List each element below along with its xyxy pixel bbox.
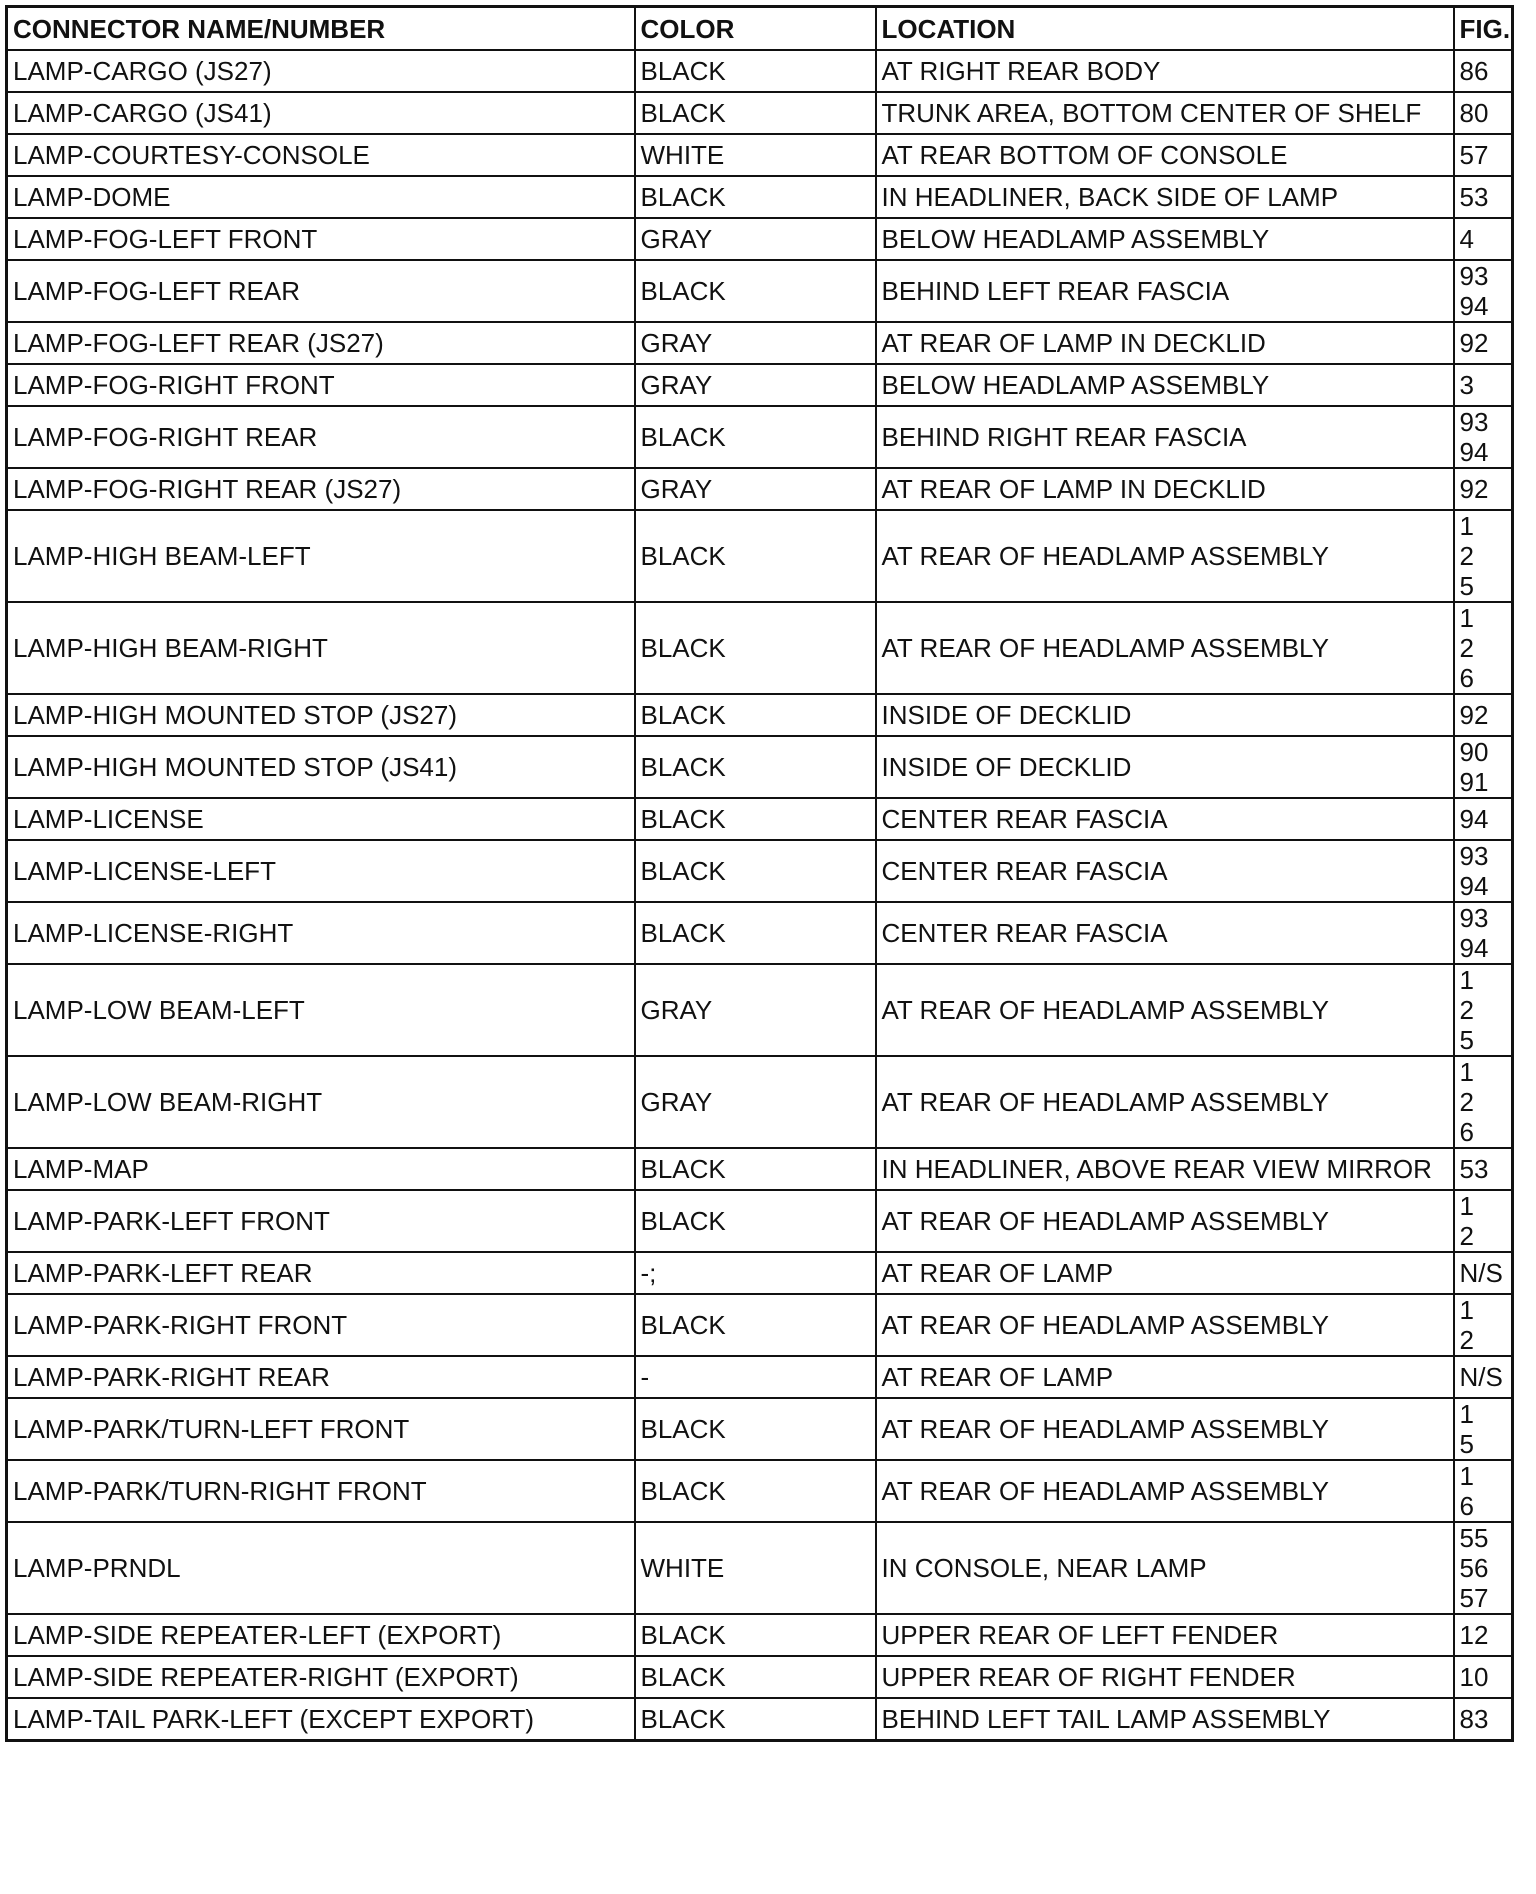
- connector-name-cell: LAMP-HIGH MOUNTED STOP (JS41): [7, 736, 635, 798]
- color-cell: WHITE: [635, 1522, 876, 1614]
- fig-cell: [1454, 1356, 1513, 1398]
- connector-name-cell: LAMP-PARK-RIGHT FRONT: [7, 1294, 635, 1356]
- table-row: [7, 510, 1513, 602]
- fig-cell: [1454, 1522, 1513, 1614]
- fig-cell: [1454, 1148, 1513, 1190]
- table-row: [7, 840, 1513, 902]
- color-cell: -: [635, 1356, 876, 1398]
- fig-number: 90: [1459, 737, 1489, 767]
- connector-name-cell: LAMP-FOG-RIGHT REAR (JS27): [7, 468, 635, 510]
- fig-number: 1: [1459, 603, 1474, 633]
- location-cell: AT REAR OF HEADLAMP ASSEMBLY: [876, 964, 1454, 1056]
- connector-name-cell: LAMP-FOG-LEFT FRONT: [7, 218, 635, 260]
- table-row: [7, 176, 1513, 218]
- table-row: [7, 406, 1513, 468]
- table-row: [7, 602, 1513, 694]
- fig-number: 1: [1459, 1191, 1474, 1221]
- table-row: [7, 218, 1513, 260]
- location-cell: UPPER REAR OF LEFT FENDER: [876, 1614, 1454, 1656]
- fig-number: 93: [1459, 903, 1489, 933]
- connector-name-cell: LAMP-LICENSE: [7, 798, 635, 840]
- connector-table: [5, 5, 1514, 1742]
- color-cell: GRAY: [635, 218, 876, 260]
- color-cell: BLACK: [635, 1460, 876, 1522]
- table-row: [7, 1056, 1513, 1148]
- color-cell: BLACK: [635, 1614, 876, 1656]
- color-cell: BLACK: [635, 798, 876, 840]
- fig-cell: [1454, 1698, 1513, 1741]
- color-cell: BLACK: [635, 260, 876, 322]
- table-row: [7, 1614, 1513, 1656]
- fig-number: 1: [1459, 965, 1474, 995]
- color-cell: -;: [635, 1252, 876, 1294]
- fig-number: 53: [1459, 1154, 1489, 1184]
- fig-number: 57: [1459, 140, 1489, 170]
- fig-number: 2: [1459, 1221, 1474, 1251]
- fig-number: 94: [1459, 437, 1489, 467]
- fig-number: 2: [1459, 1325, 1474, 1355]
- connector-name-cell: LAMP-HIGH BEAM-RIGHT: [7, 602, 635, 694]
- connector-name-cell: LAMP-HIGH BEAM-LEFT: [7, 510, 635, 602]
- fig-cell: [1454, 736, 1513, 798]
- location-cell: AT REAR OF LAMP: [876, 1252, 1454, 1294]
- connector-name-cell: LAMP-CARGO (JS41): [7, 92, 635, 134]
- color-cell: BLACK: [635, 1294, 876, 1356]
- fig-number: 57: [1459, 1583, 1489, 1613]
- table-row: [7, 92, 1513, 134]
- fig-cell: [1454, 92, 1513, 134]
- color-cell: BLACK: [635, 1398, 876, 1460]
- fig-cell: [1454, 510, 1513, 602]
- fig-number: 1: [1459, 1461, 1474, 1491]
- fig-cell: [1454, 1398, 1513, 1460]
- location-cell: IN HEADLINER, ABOVE REAR VIEW MIRROR: [876, 1148, 1454, 1190]
- fig-number: N/S: [1459, 1258, 1503, 1288]
- location-cell: BEHIND LEFT TAIL LAMP ASSEMBLY: [876, 1698, 1454, 1741]
- location-cell: CENTER REAR FASCIA: [876, 902, 1454, 964]
- table-row: [7, 736, 1513, 798]
- header-fig: FIG.: [1454, 7, 1513, 51]
- color-cell: BLACK: [635, 176, 876, 218]
- fig-cell: [1454, 322, 1513, 364]
- fig-number: 91: [1459, 767, 1489, 797]
- fig-cell: [1454, 1294, 1513, 1356]
- color-cell: BLACK: [635, 602, 876, 694]
- location-cell: CENTER REAR FASCIA: [876, 798, 1454, 840]
- fig-number: 92: [1459, 328, 1489, 358]
- fig-cell: [1454, 1656, 1513, 1698]
- connector-name-cell: LAMP-SIDE REPEATER-LEFT (EXPORT): [7, 1614, 635, 1656]
- color-cell: BLACK: [635, 406, 876, 468]
- connector-name-cell: LAMP-FOG-RIGHT REAR: [7, 406, 635, 468]
- color-cell: BLACK: [635, 50, 876, 92]
- fig-cell: [1454, 840, 1513, 902]
- fig-number: 92: [1459, 700, 1489, 730]
- location-cell: AT REAR OF LAMP IN DECKLID: [876, 322, 1454, 364]
- location-cell: AT REAR OF HEADLAMP ASSEMBLY: [876, 1460, 1454, 1522]
- location-cell: AT REAR OF LAMP IN DECKLID: [876, 468, 1454, 510]
- fig-cell: [1454, 406, 1513, 468]
- fig-number: 83: [1459, 1704, 1489, 1734]
- color-cell: GRAY: [635, 964, 876, 1056]
- table-body: [7, 50, 1513, 1741]
- table-row: [7, 468, 1513, 510]
- fig-number: 80: [1459, 98, 1489, 128]
- fig-number: 10: [1459, 1662, 1489, 1692]
- fig-cell: [1454, 1190, 1513, 1252]
- fig-cell: [1454, 50, 1513, 92]
- fig-cell: [1454, 1252, 1513, 1294]
- location-cell: AT REAR OF LAMP: [876, 1356, 1454, 1398]
- table-row: [7, 50, 1513, 92]
- fig-cell: [1454, 602, 1513, 694]
- table-row: [7, 1294, 1513, 1356]
- color-cell: GRAY: [635, 322, 876, 364]
- connector-name-cell: LAMP-HIGH MOUNTED STOP (JS27): [7, 694, 635, 736]
- location-cell: AT REAR OF HEADLAMP ASSEMBLY: [876, 1398, 1454, 1460]
- table-row: [7, 364, 1513, 406]
- table-row: [7, 1698, 1513, 1741]
- table-row: [7, 1148, 1513, 1190]
- color-cell: BLACK: [635, 1656, 876, 1698]
- fig-number: 6: [1459, 1117, 1474, 1147]
- color-cell: BLACK: [635, 92, 876, 134]
- fig-number: 4: [1459, 224, 1474, 254]
- fig-number: 93: [1459, 407, 1489, 437]
- color-cell: BLACK: [635, 510, 876, 602]
- fig-cell: [1454, 218, 1513, 260]
- connector-name-cell: LAMP-LICENSE-LEFT: [7, 840, 635, 902]
- color-cell: BLACK: [635, 1148, 876, 1190]
- fig-number: 2: [1459, 633, 1474, 663]
- fig-cell: [1454, 964, 1513, 1056]
- connector-name-cell: LAMP-DOME: [7, 176, 635, 218]
- fig-number: 94: [1459, 291, 1489, 321]
- fig-cell: [1454, 468, 1513, 510]
- connector-name-cell: LAMP-PRNDL: [7, 1522, 635, 1614]
- location-cell: AT RIGHT REAR BODY: [876, 50, 1454, 92]
- connector-name-cell: LAMP-LOW BEAM-LEFT: [7, 964, 635, 1056]
- fig-cell: [1454, 134, 1513, 176]
- location-cell: BELOW HEADLAMP ASSEMBLY: [876, 364, 1454, 406]
- connector-name-cell: LAMP-PARK/TURN-RIGHT FRONT: [7, 1460, 635, 1522]
- location-cell: INSIDE OF DECKLID: [876, 694, 1454, 736]
- connector-name-cell: LAMP-TAIL PARK-LEFT (EXCEPT EXPORT): [7, 1698, 635, 1741]
- fig-number: 5: [1459, 571, 1474, 601]
- table-row: [7, 260, 1513, 322]
- location-cell: AT REAR OF HEADLAMP ASSEMBLY: [876, 1056, 1454, 1148]
- fig-number: 5: [1459, 1025, 1474, 1055]
- fig-number: 1: [1459, 1057, 1474, 1087]
- fig-number: 93: [1459, 841, 1489, 871]
- table-row: [7, 134, 1513, 176]
- table-row: [7, 964, 1513, 1056]
- fig-number: 93: [1459, 261, 1489, 291]
- fig-number: 94: [1459, 804, 1489, 834]
- fig-number: N/S: [1459, 1362, 1503, 1392]
- connector-name-cell: LAMP-FOG-LEFT REAR: [7, 260, 635, 322]
- connector-name-cell: LAMP-PARK-LEFT FRONT: [7, 1190, 635, 1252]
- fig-number: 6: [1459, 1491, 1474, 1521]
- location-cell: AT REAR OF HEADLAMP ASSEMBLY: [876, 1190, 1454, 1252]
- table-header-row: [7, 7, 1513, 51]
- fig-cell: [1454, 694, 1513, 736]
- table-row: [7, 1252, 1513, 1294]
- fig-number: 12: [1459, 1620, 1489, 1650]
- fig-number: 86: [1459, 56, 1489, 86]
- connector-name-cell: LAMP-LOW BEAM-RIGHT: [7, 1056, 635, 1148]
- location-cell: IN HEADLINER, BACK SIDE OF LAMP: [876, 176, 1454, 218]
- color-cell: BLACK: [635, 902, 876, 964]
- location-cell: AT REAR OF HEADLAMP ASSEMBLY: [876, 510, 1454, 602]
- connector-name-cell: LAMP-CARGO (JS27): [7, 50, 635, 92]
- header-color: COLOR: [635, 7, 876, 51]
- fig-number: 2: [1459, 995, 1474, 1025]
- table-row: [7, 1398, 1513, 1460]
- location-cell: INSIDE OF DECKLID: [876, 736, 1454, 798]
- fig-number: 6: [1459, 663, 1474, 693]
- table-row: [7, 1522, 1513, 1614]
- fig-cell: [1454, 902, 1513, 964]
- table-row: [7, 694, 1513, 736]
- location-cell: AT REAR OF HEADLAMP ASSEMBLY: [876, 602, 1454, 694]
- color-cell: WHITE: [635, 134, 876, 176]
- connector-name-cell: LAMP-FOG-RIGHT FRONT: [7, 364, 635, 406]
- connector-name-cell: LAMP-PARK-LEFT REAR: [7, 1252, 635, 1294]
- connector-name-cell: LAMP-COURTESY-CONSOLE: [7, 134, 635, 176]
- fig-cell: [1454, 364, 1513, 406]
- connector-name-cell: LAMP-PARK/TURN-LEFT FRONT: [7, 1398, 635, 1460]
- fig-cell: [1454, 1614, 1513, 1656]
- connector-name-cell: LAMP-SIDE REPEATER-RIGHT (EXPORT): [7, 1656, 635, 1698]
- connector-table-sheet: [5, 5, 1511, 1742]
- location-cell: IN CONSOLE, NEAR LAMP: [876, 1522, 1454, 1614]
- table-row: [7, 1356, 1513, 1398]
- fig-cell: [1454, 1056, 1513, 1148]
- table-row: [7, 1460, 1513, 1522]
- fig-number: 1: [1459, 511, 1474, 541]
- fig-cell: [1454, 798, 1513, 840]
- connector-name-cell: LAMP-MAP: [7, 1148, 635, 1190]
- location-cell: BELOW HEADLAMP ASSEMBLY: [876, 218, 1454, 260]
- fig-number: 55: [1459, 1523, 1489, 1553]
- header-location: LOCATION: [876, 7, 1454, 51]
- fig-cell: [1454, 176, 1513, 218]
- fig-number: 92: [1459, 474, 1489, 504]
- connector-name-cell: LAMP-LICENSE-RIGHT: [7, 902, 635, 964]
- color-cell: GRAY: [635, 364, 876, 406]
- table-row: [7, 1190, 1513, 1252]
- location-cell: UPPER REAR OF RIGHT FENDER: [876, 1656, 1454, 1698]
- header-connector-name: CONNECTOR NAME/NUMBER: [7, 7, 635, 51]
- location-cell: BEHIND LEFT REAR FASCIA: [876, 260, 1454, 322]
- table-row: [7, 902, 1513, 964]
- location-cell: CENTER REAR FASCIA: [876, 840, 1454, 902]
- fig-cell: [1454, 260, 1513, 322]
- color-cell: GRAY: [635, 468, 876, 510]
- fig-number: 1: [1459, 1295, 1474, 1325]
- connector-name-cell: LAMP-PARK-RIGHT REAR: [7, 1356, 635, 1398]
- color-cell: BLACK: [635, 1190, 876, 1252]
- color-cell: BLACK: [635, 1698, 876, 1741]
- fig-number: 2: [1459, 541, 1474, 571]
- connector-name-cell: LAMP-FOG-LEFT REAR (JS27): [7, 322, 635, 364]
- color-cell: GRAY: [635, 1056, 876, 1148]
- fig-cell: [1454, 1460, 1513, 1522]
- fig-number: 53: [1459, 182, 1489, 212]
- color-cell: BLACK: [635, 694, 876, 736]
- fig-number: 1: [1459, 1399, 1474, 1429]
- location-cell: BEHIND RIGHT REAR FASCIA: [876, 406, 1454, 468]
- fig-number: 5: [1459, 1429, 1474, 1459]
- fig-number: 3: [1459, 370, 1474, 400]
- table-row: [7, 1656, 1513, 1698]
- location-cell: AT REAR BOTTOM OF CONSOLE: [876, 134, 1454, 176]
- fig-number: 94: [1459, 871, 1489, 901]
- fig-number: 56: [1459, 1553, 1489, 1583]
- color-cell: BLACK: [635, 840, 876, 902]
- location-cell: AT REAR OF HEADLAMP ASSEMBLY: [876, 1294, 1454, 1356]
- table-row: [7, 322, 1513, 364]
- color-cell: BLACK: [635, 736, 876, 798]
- table-row: [7, 798, 1513, 840]
- fig-number: 94: [1459, 933, 1489, 963]
- fig-number: 2: [1459, 1087, 1474, 1117]
- location-cell: TRUNK AREA, BOTTOM CENTER OF SHELF: [876, 92, 1454, 134]
